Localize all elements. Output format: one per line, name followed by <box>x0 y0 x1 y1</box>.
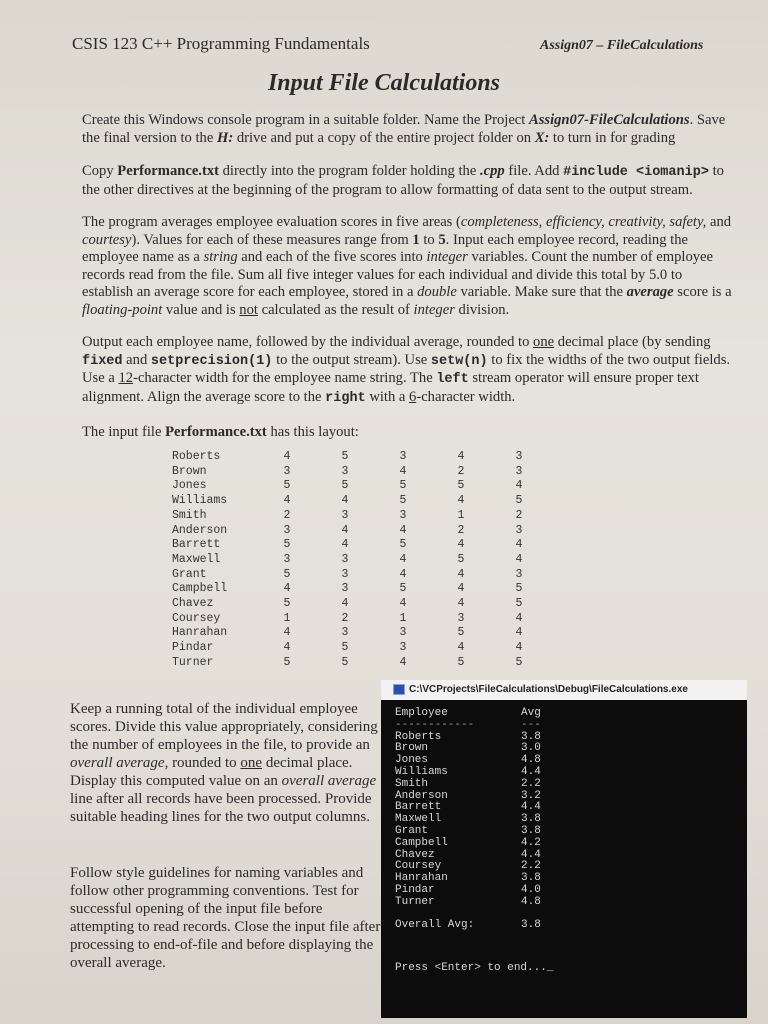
score-cell: 4 <box>399 523 407 537</box>
table-row <box>172 568 548 583</box>
console-employee-name: Hanrahan <box>395 872 448 885</box>
score-cell: 4 <box>457 494 465 508</box>
copy-file-paragraph: Copy Performance.txt directly into the program folder holding the .cpp file. Add #include <iomanip> to the other directives at the beginning of the program to allow formatting of data sent to the output stream. <box>82 163 724 198</box>
employee-name-cell: Roberts <box>172 450 221 463</box>
score-cell: 5 <box>399 538 407 552</box>
employee-name-cell: Coursey <box>172 611 221 625</box>
score-cell: 4 <box>341 538 349 552</box>
console-employee-name: Grant <box>395 824 429 837</box>
employee-name-cell: Barrett <box>172 538 221 552</box>
console-employee-avg: 3.8 <box>521 824 541 837</box>
console-employee-name: Barrett <box>395 801 442 814</box>
console-row <box>395 897 553 909</box>
table-row <box>172 479 548 494</box>
score-cell: 5 <box>399 479 407 493</box>
employee-name-cell: Williams <box>172 494 228 508</box>
console-employee-avg: 4.8 <box>521 754 541 767</box>
console-employee-name: Jones <box>395 754 429 767</box>
page-title: Input File Calculations <box>267 70 501 96</box>
console-employee-avg: 3.8 <box>521 730 541 743</box>
score-cell: 5 <box>515 582 523 596</box>
console-employee-avg: 4.4 <box>521 801 541 814</box>
console-app-icon <box>393 684 405 695</box>
score-cell: 4 <box>457 641 465 655</box>
score-cell: 4 <box>283 450 291 463</box>
console-window <box>381 680 747 1018</box>
score-cell: 1 <box>457 508 465 522</box>
score-cell: 4 <box>457 567 465 581</box>
console-employee-avg: 3.0 <box>521 742 541 755</box>
intro-paragraph: Create this Windows console program in a suitable folder. Name the Project Assign07-FileCalculations. Save the final version to the H: drive and put a copy of the entire project folder on X: to turn in for grading <box>82 112 726 146</box>
console-output <box>395 708 553 975</box>
score-cell: 3 <box>341 552 349 566</box>
score-cell: 4 <box>457 538 465 552</box>
score-cell: 4 <box>457 597 465 611</box>
score-cell: 1 <box>399 611 407 625</box>
console-employee-name: Campbell <box>395 836 448 849</box>
employee-name-cell: Campbell <box>172 582 228 596</box>
score-cell: 4 <box>515 479 523 493</box>
score-cell: 3 <box>399 450 407 463</box>
score-cell: 5 <box>341 450 349 463</box>
table-row <box>172 656 548 671</box>
console-employee-avg: 2.2 <box>521 777 541 790</box>
table-row <box>172 553 548 568</box>
table-row <box>172 626 548 641</box>
console-employee-name: Williams <box>395 765 448 778</box>
console-prompt: Press <Enter> to end..._ <box>395 962 554 975</box>
score-cell: 3 <box>283 464 291 478</box>
employee-name-cell: Brown <box>172 464 207 478</box>
course-header: CSIS 123 C++ Programming Fundamentals <box>72 34 370 53</box>
score-cell: 3 <box>399 641 407 655</box>
score-cell: 5 <box>515 597 523 611</box>
table-row <box>172 597 548 612</box>
console-employee-name: Coursey <box>395 860 442 873</box>
score-cell: 5 <box>515 494 523 508</box>
score-cell: 3 <box>341 567 349 581</box>
input-data-table <box>172 450 548 671</box>
console-title-bar[interactable] <box>381 680 747 700</box>
score-cell: 4 <box>515 611 523 625</box>
console-employee-name: Chavez <box>395 848 435 861</box>
score-cell: 4 <box>283 626 291 640</box>
console-employee-avg: 4.4 <box>521 848 541 861</box>
score-cell: 4 <box>515 641 523 655</box>
description-paragraph: The program averages employee evaluation scores in five areas (completeness, efficiency, creativity, safety, and courtesy). Values for each of these measures range from 1 to 5. Input each employee record, reading the employee name as a string and each of the five scores into integer variables. Count the number of employee records read from the file. Sum all five integer values for each individual and divide this total by 5.0 to establish an average score for each employee, stored in a double variable. Make sure that the average score is a floating-point value and is not calculated as the result of integer division. <box>82 214 732 318</box>
score-cell: 5 <box>341 655 349 669</box>
score-cell: 5 <box>283 538 291 552</box>
score-cell: 2 <box>283 508 291 522</box>
score-cell: 3 <box>515 464 523 478</box>
console-employee-name: Smith <box>395 777 429 790</box>
score-cell: 4 <box>341 597 349 611</box>
employee-name-cell: Grant <box>172 567 207 581</box>
score-cell: 5 <box>457 479 465 493</box>
score-cell: 5 <box>283 479 291 493</box>
score-cell: 2 <box>341 611 349 625</box>
console-employee-avg: 4.8 <box>521 895 541 908</box>
employee-name-cell: Pindar <box>172 641 214 655</box>
score-cell: 3 <box>399 626 407 640</box>
score-cell: 5 <box>341 479 349 493</box>
score-cell: 4 <box>515 552 523 566</box>
score-cell: 4 <box>515 626 523 640</box>
console-separator: ------------ --- <box>395 718 541 731</box>
score-cell: 4 <box>341 523 349 537</box>
table-row <box>172 582 548 597</box>
score-cell: 1 <box>283 611 291 625</box>
console-employee-avg: 4.0 <box>521 883 541 896</box>
score-cell: 4 <box>515 538 523 552</box>
score-cell: 5 <box>283 567 291 581</box>
score-cell: 5 <box>457 552 465 566</box>
console-employee-name: Brown <box>395 742 429 755</box>
score-cell: 5 <box>341 641 349 655</box>
score-cell: 4 <box>457 450 465 463</box>
employee-name-cell: Anderson <box>172 523 228 537</box>
score-cell: 5 <box>283 597 291 611</box>
employee-name-cell: Maxwell <box>172 552 221 566</box>
table-row <box>172 538 548 553</box>
console-employee-avg: 4.2 <box>521 836 541 849</box>
score-cell: 3 <box>341 508 349 522</box>
score-cell: 4 <box>399 567 407 581</box>
score-cell: 3 <box>515 523 523 537</box>
console-employee-avg: 2.2 <box>521 860 541 873</box>
score-cell: 4 <box>283 641 291 655</box>
employee-name-cell: Jones <box>172 479 207 493</box>
score-cell: 4 <box>283 494 291 508</box>
employee-name-cell: Turner <box>172 655 214 669</box>
console-employee-name: Pindar <box>395 883 435 896</box>
score-cell: 2 <box>515 508 523 522</box>
score-cell: 3 <box>341 626 349 640</box>
score-cell: 3 <box>515 450 523 463</box>
console-employee-name: Anderson <box>395 789 448 802</box>
table-row <box>172 641 548 656</box>
score-cell: 5 <box>399 582 407 596</box>
score-cell: 2 <box>457 523 465 537</box>
layout-intro: The input file Performance.txt has this layout: <box>82 424 359 440</box>
score-cell: 4 <box>399 597 407 611</box>
score-cell: 3 <box>515 567 523 581</box>
employee-name-cell: Smith <box>172 508 207 522</box>
score-cell: 3 <box>399 508 407 522</box>
console-header-row: Employee Avg <box>395 707 541 719</box>
overall-average-paragraph: Keep a running total of the individual employee scores. Divide this value appropriately, considering the number of employees in the file, to provide an overall average, rounded to one decimal place. Display this computed value on an overall average line after all records have been processed. Provide suitable heading lines for the two output columns. <box>70 701 378 825</box>
console-employee-name: Turner <box>395 895 435 908</box>
output-paragraph: Output each employee name, followed by the individual average, rounded to one decimal place (by sending fixed and setprecision(1) to the output stream). Use setw(n) to fix the widths of the two output fields. Use a 12-character width for the employee name string. The left stream operator will ensure proper text alignment. Align the average score to the right with a 6-character width. <box>82 334 731 406</box>
employee-name-cell: Hanrahan <box>172 626 228 640</box>
console-employee-avg: 4.4 <box>521 765 541 778</box>
console-employee-name: Maxwell <box>395 813 442 826</box>
score-cell: 5 <box>457 626 465 640</box>
score-cell: 4 <box>399 464 407 478</box>
console-employee-name: Roberts <box>395 730 442 743</box>
table-row <box>172 450 548 465</box>
score-cell: 3 <box>457 611 465 625</box>
employee-name-cell: Chavez <box>172 597 214 611</box>
console-cursor: _ <box>546 962 554 975</box>
style-guidelines-paragraph: Follow style guidelines for naming variables and follow other programming conventions. Test for successful opening of the input file before attempting to read records. Close the input file after processing to end-of-file and before displaying the overall average. <box>70 865 381 971</box>
assignment-header: Assign07 – FileCalculations <box>540 38 704 53</box>
score-cell: 2 <box>457 464 465 478</box>
table-row <box>172 509 548 524</box>
console-employee-avg: 3.2 <box>521 789 541 802</box>
score-cell: 3 <box>341 464 349 478</box>
table-row <box>172 465 548 480</box>
score-cell: 3 <box>283 523 291 537</box>
console-employee-avg: 3.8 <box>521 813 541 826</box>
score-cell: 5 <box>399 494 407 508</box>
score-cell: 3 <box>283 552 291 566</box>
console-title: C:\VCProjects\FileCalculations\Debug\FileCalculations.exe <box>409 684 688 695</box>
score-cell: 4 <box>283 582 291 596</box>
score-cell: 4 <box>341 494 349 508</box>
score-cell: 4 <box>457 582 465 596</box>
score-cell: 4 <box>399 655 407 669</box>
console-employee-avg: 3.8 <box>521 872 541 885</box>
table-row <box>172 494 548 509</box>
score-cell: 4 <box>399 552 407 566</box>
score-cell: 5 <box>283 655 291 669</box>
table-row <box>172 612 548 627</box>
console-overall-row: Overall Avg: 3.8 <box>395 918 541 931</box>
score-cell: 3 <box>341 582 349 596</box>
score-cell: 5 <box>515 655 523 669</box>
table-row <box>172 524 548 539</box>
score-cell: 5 <box>457 655 465 669</box>
